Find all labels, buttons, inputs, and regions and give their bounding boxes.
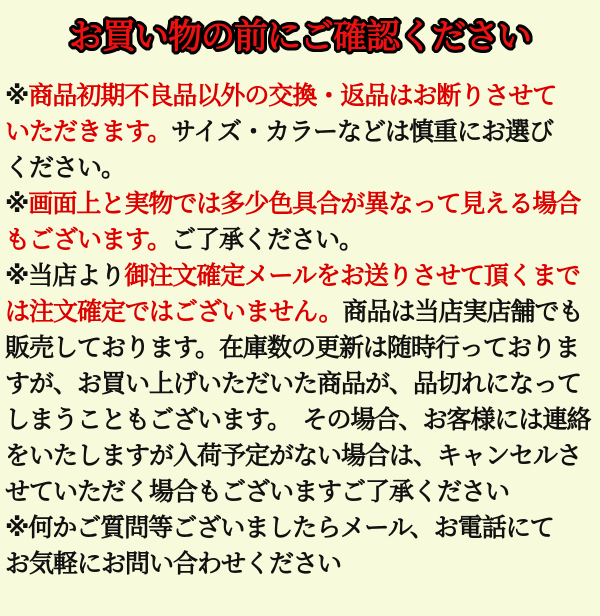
page-title: お買い物の前にご確認ください [69,17,531,57]
text-segment: ※当店より [5,261,125,290]
text-segment: しまうこともございます。 その場合、お客様には連絡 [5,405,591,434]
notice-line [5,330,595,366]
text-segment: もございます。 [5,225,172,254]
notice-line [5,474,595,510]
notice-line [5,402,595,438]
notice-line [5,546,595,582]
notice-line [5,438,595,474]
text-segment: 御注文確定メールをお送りさせて頂くまで [124,261,580,290]
notice-line [5,114,595,150]
text-segment: サイズ・カラーなどは慎重にお選び [171,117,554,146]
text-segment: ※ [5,81,29,110]
text-segment: 商品初期不良品以外の交換・返品はお断りさせて [28,81,557,110]
text-segment: せていただく場合もございますご了承ください [5,477,510,506]
notice-line [5,186,595,222]
notice-line [5,258,595,294]
text-segment: すが、お買い上げいただいた商品が、品切れになって [5,369,582,398]
text-segment: 画面上と実物では多少色具合が異なって見える場合 [28,189,581,218]
notice-line [5,150,595,186]
text-segment: をいたしますが入荷予定がない場合は、キャンセルさ [5,441,582,470]
text-segment: ご了承ください。 [171,225,364,254]
notice-line [5,366,595,402]
text-segment: 販売しております。在庫数の更新は随時行っておりま [5,333,580,362]
text-segment: ※何かご質問等ございましたらメール、お電話にて [5,513,554,542]
notice-line [5,78,595,114]
text-segment: ください。 [5,153,126,182]
text-segment: ※ [5,189,29,218]
notice-body [0,78,600,582]
text-segment: いただきます。 [5,117,172,146]
notice-line [5,222,595,258]
notice-line [5,510,595,546]
notice-line [5,294,595,330]
text-segment: 商品は当店実店舗でも [342,297,583,326]
text-segment: は注文確定ではございません。 [5,297,343,326]
text-segment: お気軽にお問い合わせください [5,549,342,578]
